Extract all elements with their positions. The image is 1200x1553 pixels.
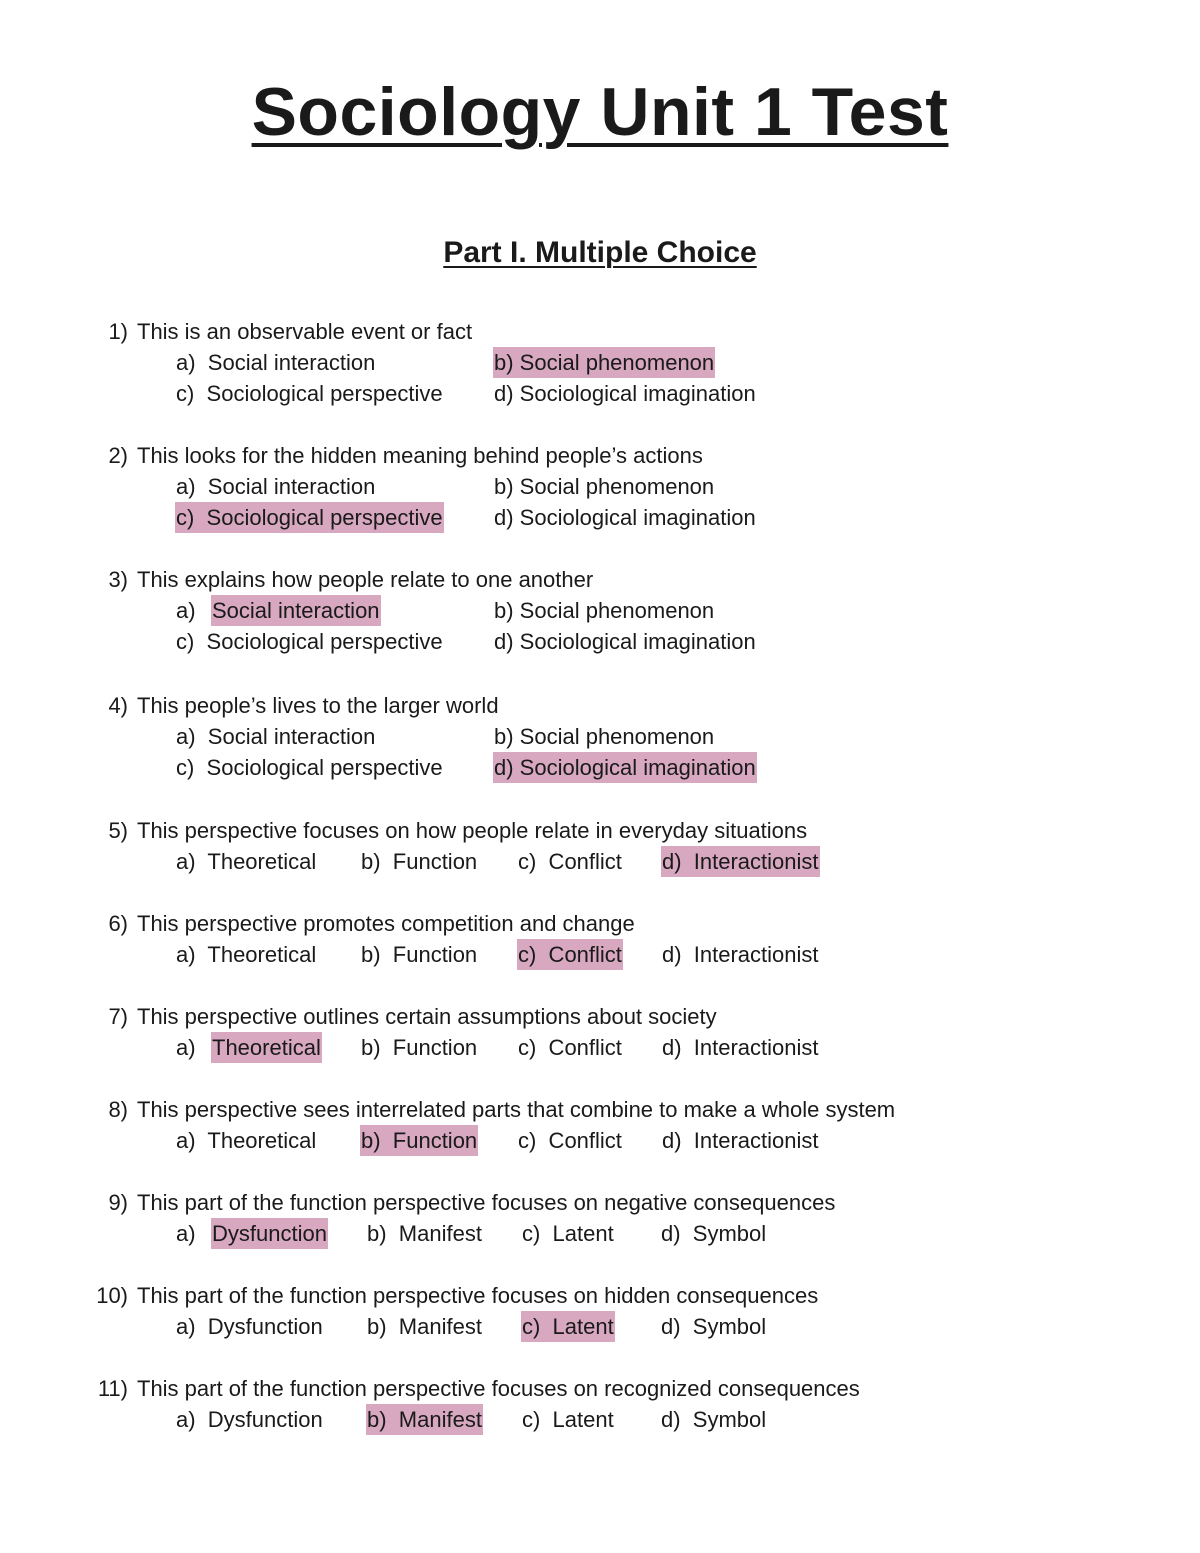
answer-option-highlighted: Social interaction bbox=[211, 595, 381, 626]
question-text: This perspective outlines certain assumptions about society bbox=[137, 1004, 717, 1029]
answer-option: a) Social interaction bbox=[176, 350, 376, 375]
question-number: 5) bbox=[108, 818, 128, 843]
answer-option: a) Social interaction bbox=[176, 474, 376, 499]
answer-option: c) Sociological perspective bbox=[176, 755, 443, 780]
answer-option: c) Conflict bbox=[518, 1128, 622, 1153]
answer-option: c) Conflict bbox=[518, 1035, 622, 1060]
question-text: This perspective promotes competition and change bbox=[137, 911, 635, 936]
answer-option: d) Symbol bbox=[661, 1314, 767, 1339]
answer-option: a) bbox=[176, 598, 196, 623]
answer-option: b) Manifest bbox=[367, 1221, 482, 1246]
answer-option: a) bbox=[176, 1035, 196, 1060]
answer-option: a) Theoretical bbox=[176, 849, 317, 874]
answer-option: b) Function bbox=[361, 849, 478, 874]
answer-option: d) Interactionist bbox=[662, 942, 819, 967]
question-text: This part of the function perspective focuses on hidden consequences bbox=[137, 1283, 819, 1308]
answer-option: c) Latent bbox=[522, 1407, 614, 1432]
page-title: Sociology Unit 1 Test bbox=[251, 74, 949, 150]
question-number: 3) bbox=[108, 567, 128, 592]
answer-option: d) Sociological imagination bbox=[494, 505, 756, 530]
question-text: This is an observable event or fact bbox=[137, 319, 473, 344]
question-text: This part of the function perspective focuses on recognized consequences bbox=[137, 1376, 860, 1401]
answer-option-highlighted: b) Manifest bbox=[366, 1404, 483, 1435]
answer-option-highlighted: d) Sociological imagination bbox=[493, 752, 757, 783]
answer-option: a) Dysfunction bbox=[176, 1314, 323, 1339]
question-number: 7) bbox=[108, 1004, 128, 1029]
answer-option-highlighted: d) Interactionist bbox=[661, 846, 820, 877]
answer-option: d) Sociological imagination bbox=[494, 629, 756, 654]
question-number: 1) bbox=[108, 319, 128, 344]
answer-option: c) Conflict bbox=[518, 849, 622, 874]
question-text: This looks for the hidden meaning behind people’s actions bbox=[137, 443, 703, 468]
question-text: This people’s lives to the larger world bbox=[137, 693, 499, 718]
answer-option-highlighted: b) Function bbox=[360, 1125, 478, 1156]
answer-option-highlighted: Dysfunction bbox=[211, 1218, 328, 1249]
answer-option: a) Social interaction bbox=[176, 724, 376, 749]
answer-option: c) Latent bbox=[522, 1221, 614, 1246]
answer-option: d) Sociological imagination bbox=[494, 381, 756, 406]
answer-option: d) Symbol bbox=[661, 1407, 767, 1432]
answer-option: b) Social phenomenon bbox=[494, 474, 715, 499]
answer-option: d) Symbol bbox=[661, 1221, 767, 1246]
question-number: 6) bbox=[108, 911, 128, 936]
answer-option-highlighted: c) Conflict bbox=[517, 939, 623, 970]
question-text: This perspective focuses on how people relate in everyday situations bbox=[137, 818, 808, 843]
answer-option-highlighted: c) Latent bbox=[521, 1311, 615, 1342]
answer-option-highlighted: b) Social phenomenon bbox=[493, 347, 715, 378]
answer-option: b) Function bbox=[361, 942, 478, 967]
answer-option: b) Social phenomenon bbox=[494, 598, 715, 623]
question-text: This explains how people relate to one another bbox=[137, 567, 594, 592]
answer-option: a) Theoretical bbox=[176, 1128, 317, 1153]
question-number: 11) bbox=[97, 1376, 128, 1401]
question-text: This perspective sees interrelated parts that combine to make a whole system bbox=[137, 1097, 896, 1122]
question-number: 9) bbox=[108, 1190, 128, 1215]
answer-option: c) Sociological perspective bbox=[176, 381, 443, 406]
answer-option: b) Function bbox=[361, 1035, 478, 1060]
answer-option: d) Interactionist bbox=[662, 1035, 819, 1060]
answer-option: a) Dysfunction bbox=[176, 1407, 323, 1432]
part-heading: Part I. Multiple Choice bbox=[443, 236, 757, 269]
question-text: This part of the function perspective focuses on negative consequences bbox=[137, 1190, 836, 1215]
answer-option: a) bbox=[176, 1221, 196, 1246]
question-number: 10) bbox=[96, 1283, 128, 1308]
answer-option-highlighted: c) Sociological perspective bbox=[175, 502, 444, 533]
answer-option: a) Theoretical bbox=[176, 942, 317, 967]
question-number: 8) bbox=[108, 1097, 128, 1122]
answer-option: d) Interactionist bbox=[662, 1128, 819, 1153]
answer-option-highlighted: Theoretical bbox=[211, 1032, 322, 1063]
question-number: 4) bbox=[108, 693, 128, 718]
answer-option: c) Sociological perspective bbox=[176, 629, 443, 654]
answer-option: b) Manifest bbox=[367, 1314, 482, 1339]
question-number: 2) bbox=[108, 443, 128, 468]
answer-option: b) Social phenomenon bbox=[494, 724, 715, 749]
